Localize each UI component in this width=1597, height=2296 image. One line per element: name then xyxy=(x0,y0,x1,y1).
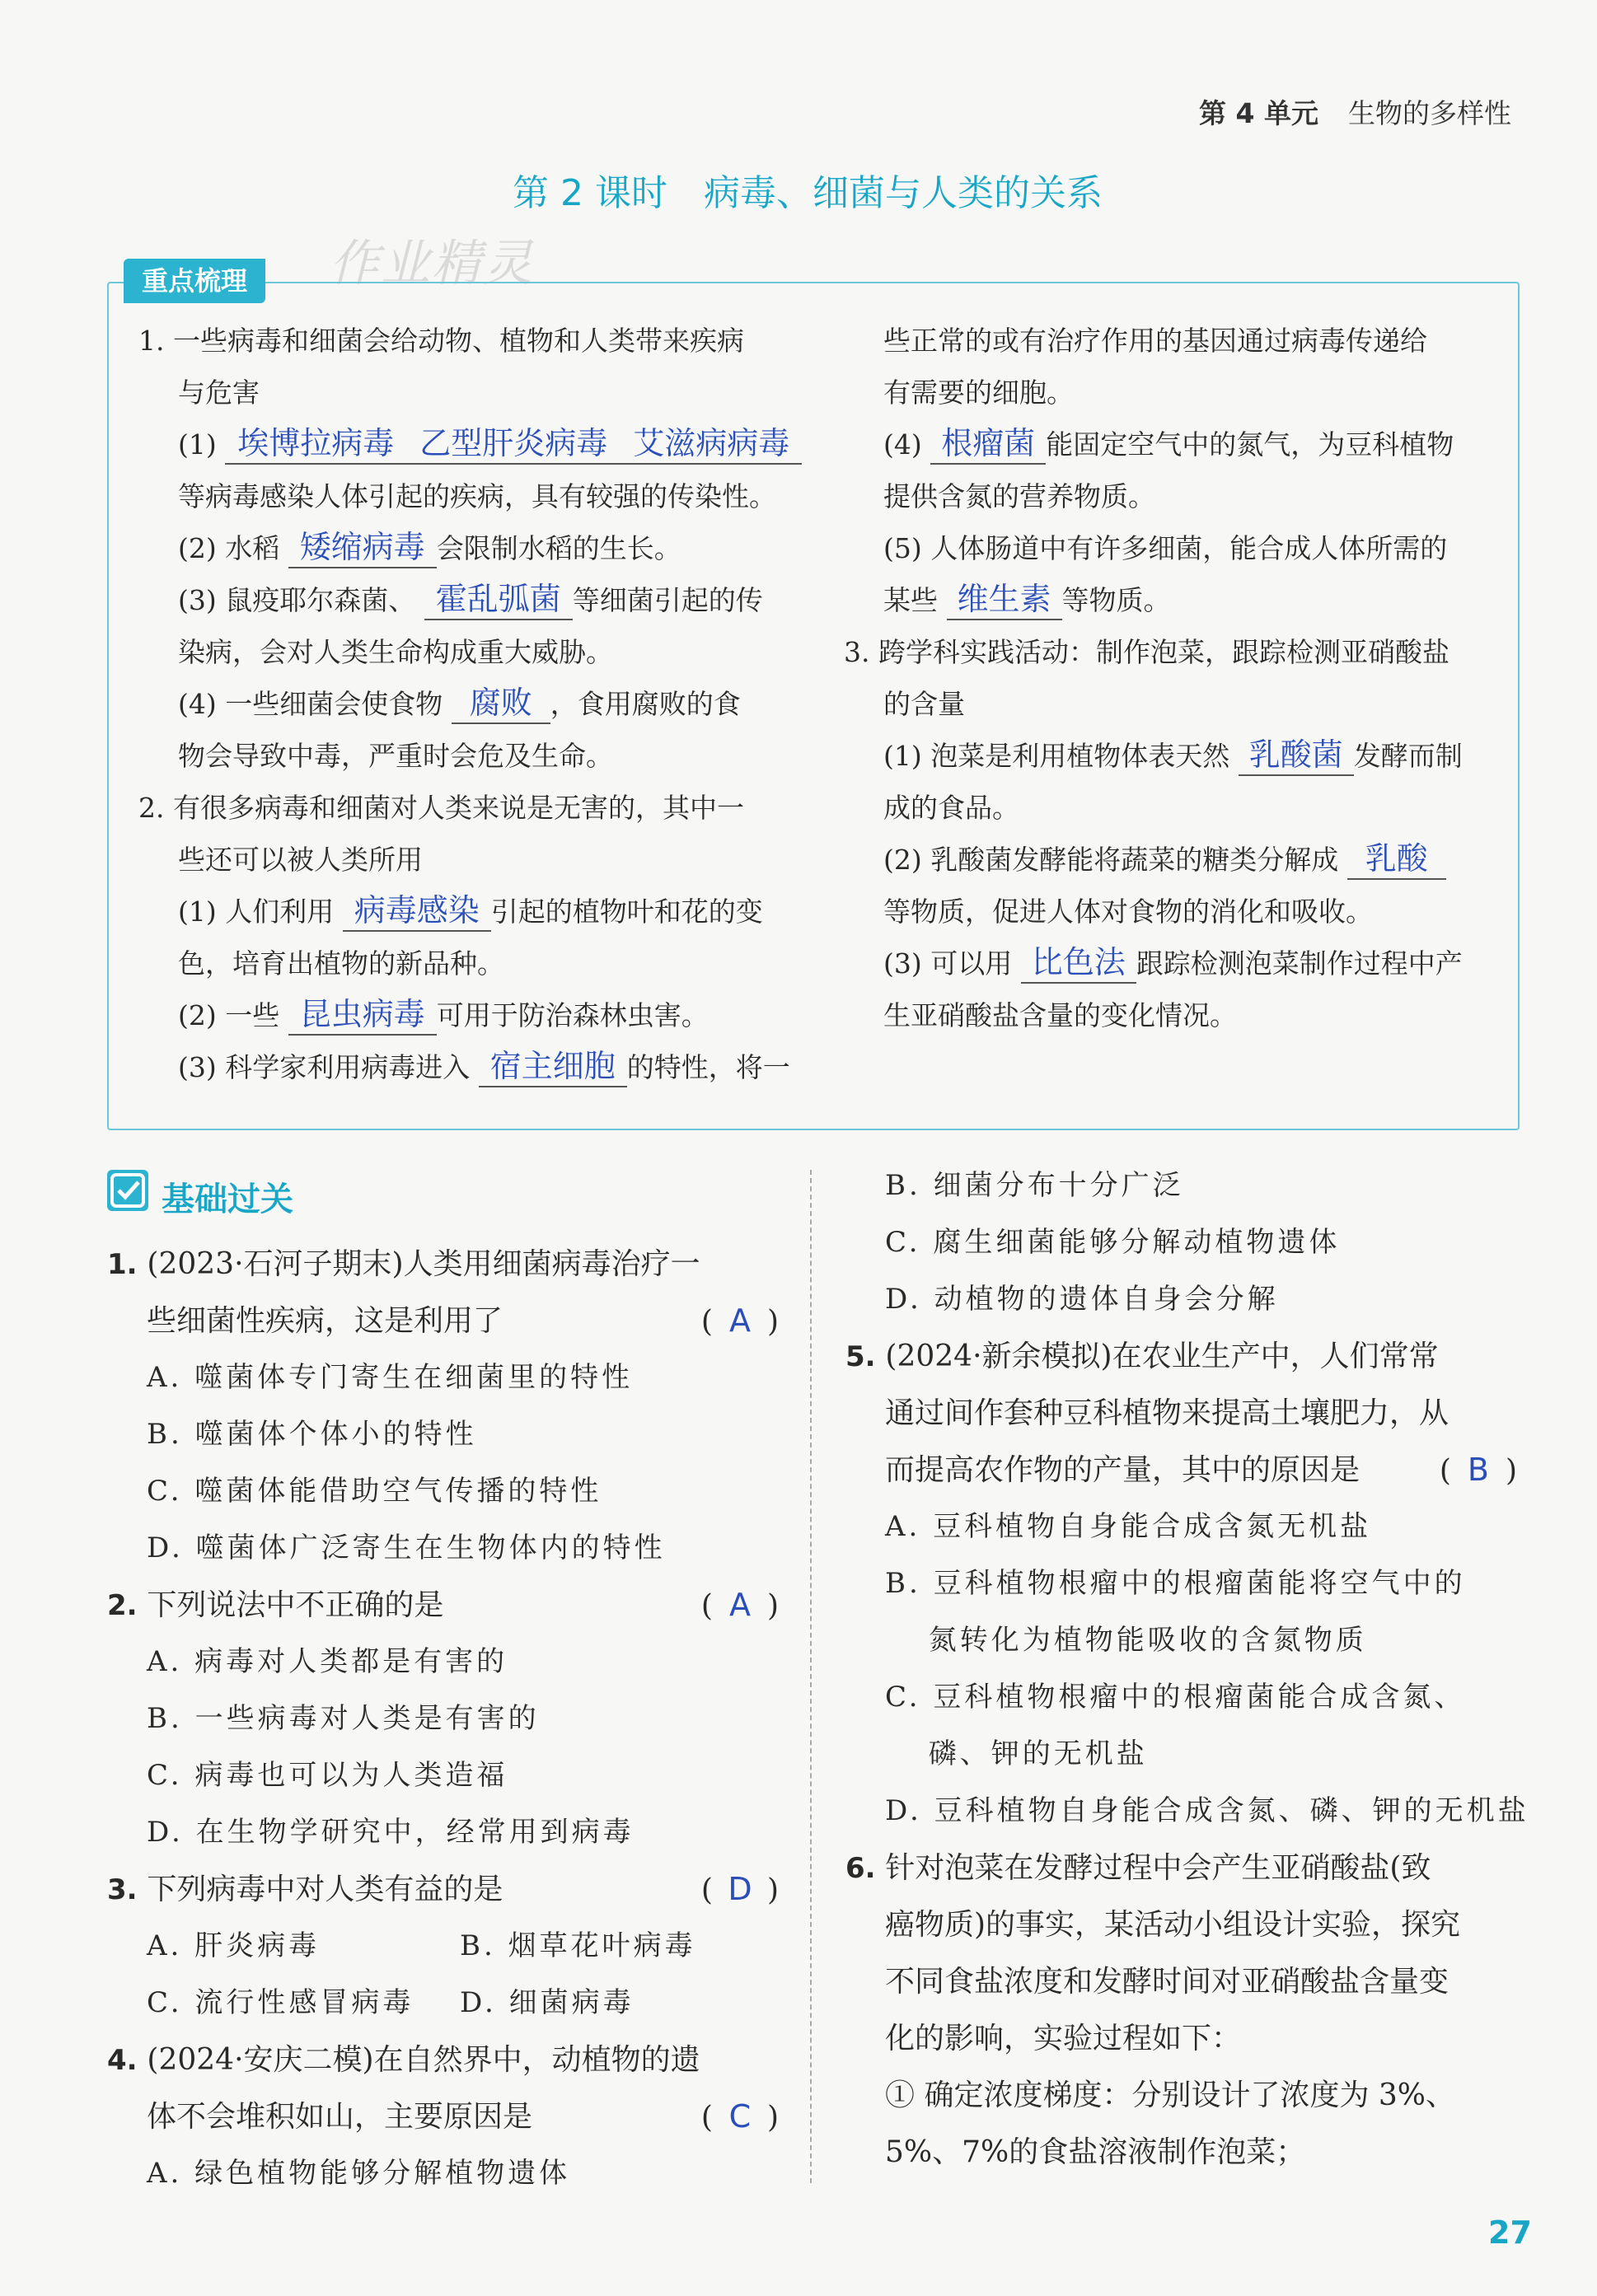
note-text: (1) xyxy=(178,428,226,461)
note-line xyxy=(844,522,1503,574)
option-line xyxy=(845,1499,1517,1555)
question-text: 而提高农作物的产量，其中的原因是 xyxy=(885,1453,1360,1487)
bracket-close: ) xyxy=(766,1305,779,1339)
option-line xyxy=(107,1406,779,1463)
option-text: A. 肝炎病毒 xyxy=(147,1929,321,1962)
note-text: 物会导致中毒，严重时会危及生命。 xyxy=(178,740,613,772)
section-basics-title: 基础过关 xyxy=(162,1181,293,1218)
answer-bracket xyxy=(701,1293,779,1350)
option-text: C. 病毒也可以为人类造福 xyxy=(147,1759,508,1792)
note-text: (2) 一些 xyxy=(178,999,288,1031)
option-line xyxy=(845,1783,1529,1840)
option-text: B. 烟草花叶病毒 xyxy=(460,1929,696,1962)
bracket-open: ( xyxy=(700,2101,713,2135)
note-line xyxy=(138,522,789,574)
note-line xyxy=(138,470,789,522)
note-text: 成的食品。 xyxy=(883,792,1019,824)
question-line xyxy=(845,1896,1517,1953)
fill-answer: 宿主细胞 xyxy=(479,1046,627,1087)
question-line xyxy=(845,1442,1517,1499)
question-line xyxy=(845,1840,1517,1896)
option-text: B. 细菌分布十分广泛 xyxy=(885,1169,1184,1202)
note-line xyxy=(844,470,1503,522)
questions-left-column xyxy=(107,1236,779,2202)
question-text: 癌物质)的事实，某活动小组设计实验，探究 xyxy=(885,1908,1461,1942)
note-line xyxy=(138,315,789,367)
option-line xyxy=(845,1555,1517,1612)
note-text: (2) 水稻 xyxy=(178,532,288,564)
note-text: 生亚硝酸盐含量的变化情况。 xyxy=(883,999,1237,1031)
option-text: A. 噬菌体专门寄生在细菌里的特性 xyxy=(147,1361,634,1394)
question-line xyxy=(845,2067,1517,2124)
answer-bracket xyxy=(701,1577,779,1634)
column-divider xyxy=(810,1170,812,2183)
note-line xyxy=(844,315,1503,367)
note-text: 有需要的细胞。 xyxy=(883,376,1074,409)
question-text: 化的影响，实验过程如下： xyxy=(885,2022,1242,2055)
bracket-close: ) xyxy=(766,1589,779,1623)
option-line xyxy=(845,1669,1517,1726)
bracket-open: ( xyxy=(1439,1454,1451,1488)
option-line xyxy=(107,1747,779,1804)
note-line xyxy=(138,367,789,419)
question-number: 4. xyxy=(107,2044,148,2077)
question-text: 些细菌性疾病，这是利用了 xyxy=(147,1304,503,1338)
option-text: C. 豆科植物根瘤中的根瘤菌能合成含氮、 xyxy=(885,1681,1466,1714)
option-text: B. 噬菌体个体小的特性 xyxy=(147,1418,477,1451)
option-text: B. 豆科植物根瘤中的根瘤菌能将空气中的 xyxy=(885,1567,1466,1600)
fill-answer: 病毒感染 xyxy=(343,891,491,932)
note-text: 等物质，促进人体对食物的消化和吸收。 xyxy=(883,895,1373,928)
answer-choice: A xyxy=(728,1302,751,1339)
option-text: C. 噬菌体能借助空气传播的特性 xyxy=(147,1475,602,1508)
option-text: 磷、钾的无机盐 xyxy=(885,1737,1148,1770)
unit-title: 生物的多样性 xyxy=(1348,97,1511,129)
question-text: 通过间作套种豆科植物来提高土壤肥力，从 xyxy=(885,1396,1449,1430)
bracket-open: ( xyxy=(700,1873,713,1907)
question-number: 3. xyxy=(107,1873,148,1906)
note-text: (1) 泡菜是利用植物体表天然 xyxy=(883,740,1239,772)
question-text: 下列病毒中对人类有益的是 xyxy=(147,1873,503,1906)
note-text: 与危害 xyxy=(178,376,260,409)
fill-answer: 埃博拉病毒 xyxy=(225,423,406,465)
note-line xyxy=(138,419,789,470)
note-text: 的特性，将一 xyxy=(626,1051,790,1083)
option-text: D. 动植物的遗体自身会分解 xyxy=(885,1283,1279,1316)
question-text: (2024·新余模拟)在农业生产中，人们常常 xyxy=(885,1340,1439,1373)
note-text: 的含量 xyxy=(883,688,965,720)
note-text: 1. 一些病毒和细菌会给动物、植物和人类带来疾病 xyxy=(138,325,744,357)
page-number: 27 xyxy=(1488,2214,1532,2251)
fill-answer: 腐败 xyxy=(452,683,550,724)
option-line xyxy=(107,1349,779,1406)
fill-answer: 矮缩病毒 xyxy=(288,527,437,568)
note-line xyxy=(844,678,1503,730)
note-text: (4) xyxy=(883,428,931,461)
note-line xyxy=(844,626,1503,678)
option-line xyxy=(845,1726,1517,1783)
note-line xyxy=(138,574,789,626)
answer-choice: C xyxy=(728,2098,752,2135)
answer-choice: D xyxy=(728,1871,752,1907)
question-text: 体不会堆积如山，主要原因是 xyxy=(147,2100,533,2134)
note-text: 些正常的或有治疗作用的基因通过病毒传递给 xyxy=(883,325,1427,357)
fill-answer: 比色法 xyxy=(1021,942,1136,984)
answer-bracket xyxy=(701,1861,779,1919)
question-number: 2. xyxy=(107,1589,148,1622)
note-text: 会限制水稻的生长。 xyxy=(436,532,681,564)
note-text: 跟踪检测泡菜制作过程中产 xyxy=(1136,947,1463,980)
note-text: 能固定空气中的氮气，为豆科植物 xyxy=(1046,428,1454,461)
option-text: 氮转化为植物能吸收的含氮物质 xyxy=(885,1624,1367,1657)
note-line xyxy=(138,678,789,730)
option-line xyxy=(107,1918,779,1975)
note-text: 些还可以被人类所用 xyxy=(178,844,423,876)
note-line xyxy=(138,886,789,938)
questions-right-column xyxy=(845,1157,1529,2181)
key-points-left-column xyxy=(138,315,789,1093)
option-line xyxy=(107,1804,779,1861)
option-line xyxy=(107,1463,779,1520)
note-text: 等病毒感染人体引起的疾病，具有较强的传染性。 xyxy=(178,480,776,512)
note-text: 染病，会对人类生命构成重大威胁。 xyxy=(178,636,613,668)
question-line xyxy=(107,1577,779,1634)
question-line xyxy=(845,2124,1517,2181)
option-text: B. 一些病毒对人类是有害的 xyxy=(147,1702,540,1735)
question-line xyxy=(107,2032,779,2088)
fill-answer: 乳酸菌 xyxy=(1239,735,1354,776)
option-text: A. 绿色植物能够分解植物遗体 xyxy=(147,2157,571,2190)
note-line xyxy=(844,886,1503,938)
option-text: A. 病毒对人类都是有害的 xyxy=(147,1645,508,1678)
note-text: ，食用腐败的食 xyxy=(550,688,741,720)
question-text: 针对泡菜在发酵过程中会产生亚硝酸盐(致 xyxy=(885,1851,1431,1885)
unit-label: 第 4 单元 xyxy=(1199,97,1318,129)
bracket-close: ) xyxy=(766,1873,779,1907)
checkbox-icon xyxy=(107,1170,148,1211)
question-line xyxy=(107,1293,779,1349)
question-line xyxy=(107,1236,779,1293)
bracket-open: ( xyxy=(700,1305,713,1339)
note-text: 提供含氮的营养物质。 xyxy=(883,480,1155,512)
page-title: 第 2 课时 病毒、细菌与人类的关系 xyxy=(513,172,1103,214)
question-line xyxy=(107,1861,779,1918)
note-text: 引起的植物叶和花的变 xyxy=(490,895,763,928)
note-text: 3. 跨学科实践活动：制作泡菜，跟踪检测亚硝酸盐 xyxy=(844,636,1449,668)
question-line xyxy=(845,1385,1517,1442)
option-line xyxy=(845,1214,1517,1271)
note-text: (1) 人们利用 xyxy=(178,895,343,928)
option-text: D. 在生物学研究中，经常用到病毒 xyxy=(147,1816,635,1849)
option-text: A. 豆科植物自身能合成含氮无机盐 xyxy=(885,1510,1372,1543)
option-text: D. 细菌病毒 xyxy=(460,1986,635,2019)
option-line xyxy=(107,1975,779,2032)
note-text: 发酵而制 xyxy=(1353,740,1463,772)
option-line xyxy=(107,1634,779,1690)
note-line xyxy=(138,938,789,989)
bracket-close: ) xyxy=(766,2101,779,2135)
question-line xyxy=(845,2010,1517,2067)
note-text: 2. 有很多病毒和细菌对人类来说是无害的，其中一 xyxy=(138,792,744,824)
note-line xyxy=(844,782,1503,834)
option-line xyxy=(845,1612,1517,1669)
key-points-tag: 重点梳理 xyxy=(124,259,265,303)
option-line xyxy=(107,1520,779,1577)
option-line xyxy=(845,1271,1517,1328)
question-line xyxy=(107,2088,779,2145)
answer-choice: A xyxy=(728,1587,751,1623)
note-text: (2) 乳酸菌发酵能将蔬菜的糖类分解成 xyxy=(883,844,1347,876)
answer-bracket xyxy=(1440,1442,1517,1499)
note-line xyxy=(844,834,1503,886)
question-number: 6. xyxy=(845,1852,886,1885)
note-line xyxy=(844,574,1503,626)
note-line xyxy=(138,782,789,834)
question-number: 5. xyxy=(845,1340,886,1373)
note-text: (5) 人体肠道中有许多细菌，能合成人体所需的 xyxy=(883,532,1448,564)
note-line xyxy=(844,419,1503,470)
note-text: 等细菌引起的传 xyxy=(572,584,763,616)
note-text: 等物质。 xyxy=(1061,584,1171,616)
note-line xyxy=(138,1041,789,1093)
note-text: (3) 鼠疫耶尔森菌、 xyxy=(178,584,424,616)
bracket-open: ( xyxy=(700,1589,713,1623)
fill-answer: 霍乱弧菌 xyxy=(424,579,573,620)
question-text: 下列说法中不正确的是 xyxy=(147,1588,444,1622)
question-line xyxy=(845,1953,1517,2010)
note-line xyxy=(844,938,1503,989)
fill-answer: 昆虫病毒 xyxy=(288,994,437,1036)
note-text: 可用于防治森林虫害。 xyxy=(436,999,709,1031)
note-line xyxy=(844,989,1503,1041)
note-line xyxy=(138,730,789,782)
key-points-right-column xyxy=(844,315,1503,1041)
note-line xyxy=(138,626,789,678)
note-text: (3) 科学家利用病毒进入 xyxy=(178,1051,479,1083)
fill-answer: 根瘤菌 xyxy=(930,423,1046,465)
answer-bracket xyxy=(701,2088,779,2146)
note-text: (4) 一些细菌会使食物 xyxy=(178,688,452,720)
note-text: (3) 可以用 xyxy=(883,947,1021,980)
fill-answer: 艾滋病病毒 xyxy=(621,423,802,465)
question-text: (2023·石河子期末)人类用细菌病毒治疗一 xyxy=(147,1247,700,1281)
fill-answer: 维生素 xyxy=(947,579,1062,620)
note-line xyxy=(138,834,789,886)
note-line xyxy=(844,730,1503,782)
option-text: C. 腐生细菌能够分解动植物遗体 xyxy=(885,1226,1341,1259)
option-line xyxy=(845,1157,1517,1214)
question-text: 不同食盐浓度和发酵时间对亚硝酸盐含量变 xyxy=(885,1965,1449,1999)
option-text: D. 噬菌体广泛寄生在生物体内的特性 xyxy=(147,1531,666,1564)
question-line xyxy=(845,1328,1517,1385)
note-text: 某些 xyxy=(883,584,947,616)
note-line xyxy=(844,367,1503,419)
question-text: 5%、7%的食盐溶液制作泡菜； xyxy=(885,2135,1306,2169)
answer-choice: B xyxy=(1467,1452,1489,1488)
fill-answer: 乳酸 xyxy=(1347,839,1446,880)
note-text: 色，培育出植物的新品种。 xyxy=(178,947,504,980)
bracket-close: ) xyxy=(1505,1454,1517,1488)
question-number: 1. xyxy=(107,1248,148,1281)
question-text: ① 确定浓度梯度：分别设计了浓度为 3%、 xyxy=(885,2079,1455,2112)
option-line xyxy=(107,2145,779,2202)
question-text: (2024·安庆二模)在自然界中，动植物的遗 xyxy=(147,2043,700,2077)
fill-answer: 乙型肝炎病毒 xyxy=(406,423,621,465)
option-text: C. 流行性感冒病毒 xyxy=(147,1986,414,2019)
option-text: D. 豆科植物自身能合成含氮、磷、钾的无机盐 xyxy=(885,1794,1529,1827)
note-line xyxy=(138,989,789,1041)
option-line xyxy=(107,1690,779,1747)
watermark: 作业精灵 xyxy=(330,235,534,292)
